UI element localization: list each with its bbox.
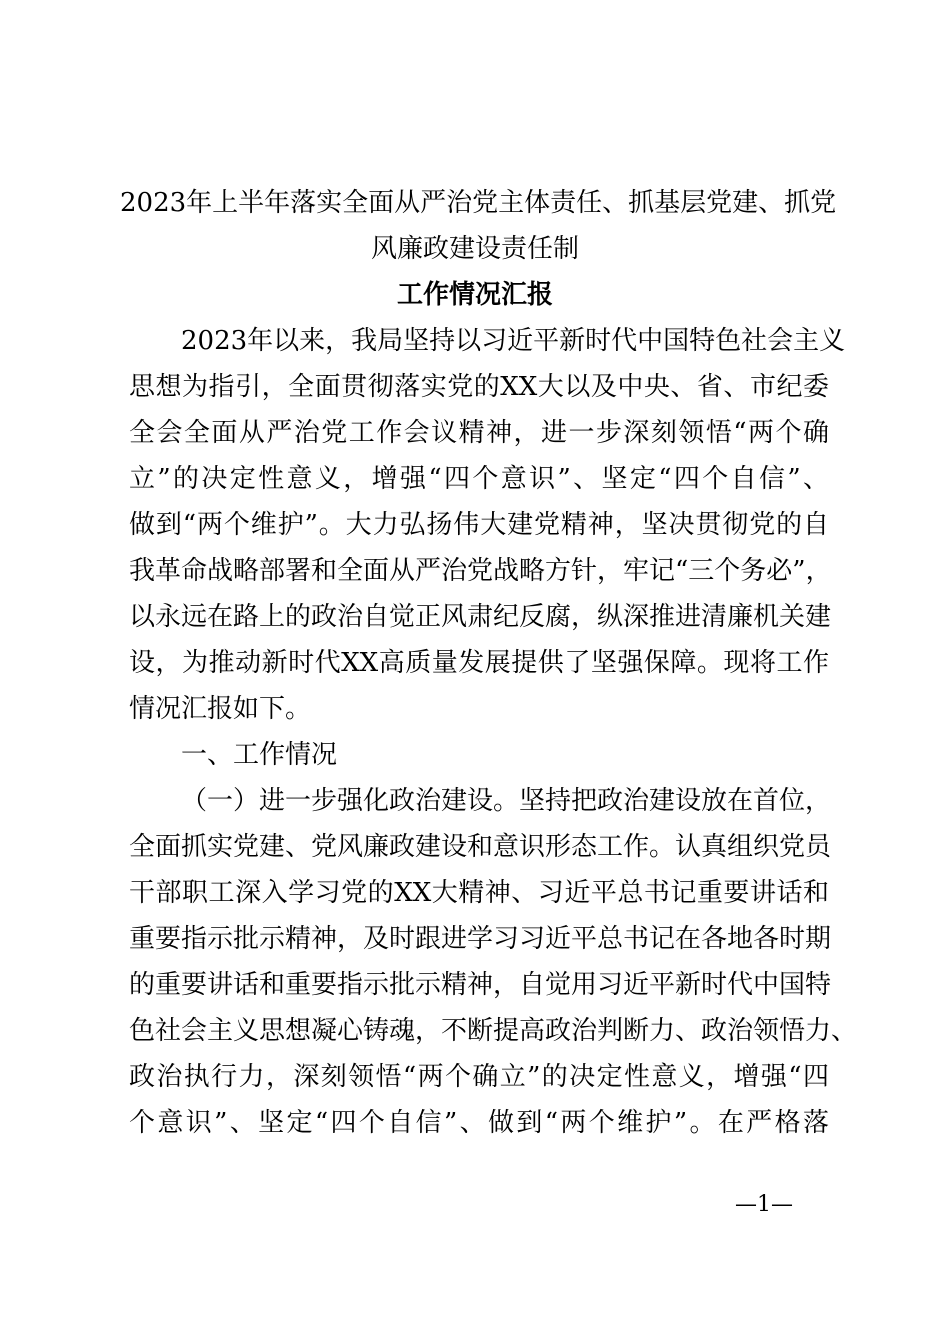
- title-line-2: 风廉政建设责任制: [370, 234, 579, 264]
- intro-line: 情况汇报如下。: [129, 694, 312, 724]
- section1-line: 全面抓实党建、党风廉政建设和意识形态工作。认真组织党员: [129, 832, 832, 862]
- section1-line: 政治执行力，深刻领悟“两个确立”的决定性意义，增强“四: [129, 1062, 829, 1092]
- section-heading: 一、工作情况: [181, 740, 338, 770]
- page-number: —1—: [735, 1192, 793, 1217]
- section1-line: 的重要讲话和重要指示批示精神，自觉用习近平新时代中国特: [129, 970, 832, 1000]
- section1-line: 干部职工深入学习党的XX大精神、习近平总书记重要讲话和: [129, 878, 829, 908]
- section1-line: 色社会主义思想凝心铸魂，不断提高政治判断力、政治领悟力、: [129, 1016, 858, 1046]
- intro-line: 2023年以来，我局坚持以习近平新时代中国特色社会主义: [181, 326, 846, 356]
- intro-line: 做到“两个维护”。大力弘扬伟大建党精神，坚决贯彻党的自: [129, 510, 829, 540]
- intro-line: 以永远在路上的政治自觉正风肃纪反腐，纵深推进清廉机关建: [129, 602, 832, 632]
- section1-line: 个意识”、坚定“四个自信”、做到“两个维护”。在严格落: [129, 1108, 829, 1138]
- intro-line: 思想为指引，全面贯彻落实党的XX大以及中央、省、市纪委: [129, 372, 829, 402]
- intro-line: 立”的决定性意义，增强“四个意识”、坚定“四个自信”、: [129, 464, 829, 494]
- section1-line: 重要指示批示精神，及时跟进学习习近平总书记在各地各时期: [129, 924, 832, 954]
- section1-line: （一）进一步强化政治建设。坚持把政治建设放在首位，: [181, 786, 832, 816]
- title-line-3: 工作情况汇报: [396, 280, 553, 310]
- intro-line: 设，为推动新时代XX高质量发展提供了坚强保障。现将工作: [129, 648, 829, 678]
- intro-line: 全会全面从严治党工作会议精神，进一步深刻领悟“两个确: [129, 418, 829, 448]
- intro-line: 我革命战略部署和全面从严治党战略方针，牢记“三个务必”，: [129, 556, 832, 586]
- title-line-1: 2023年上半年落实全面从严治党主体责任、抓基层党建、抓党: [120, 188, 837, 218]
